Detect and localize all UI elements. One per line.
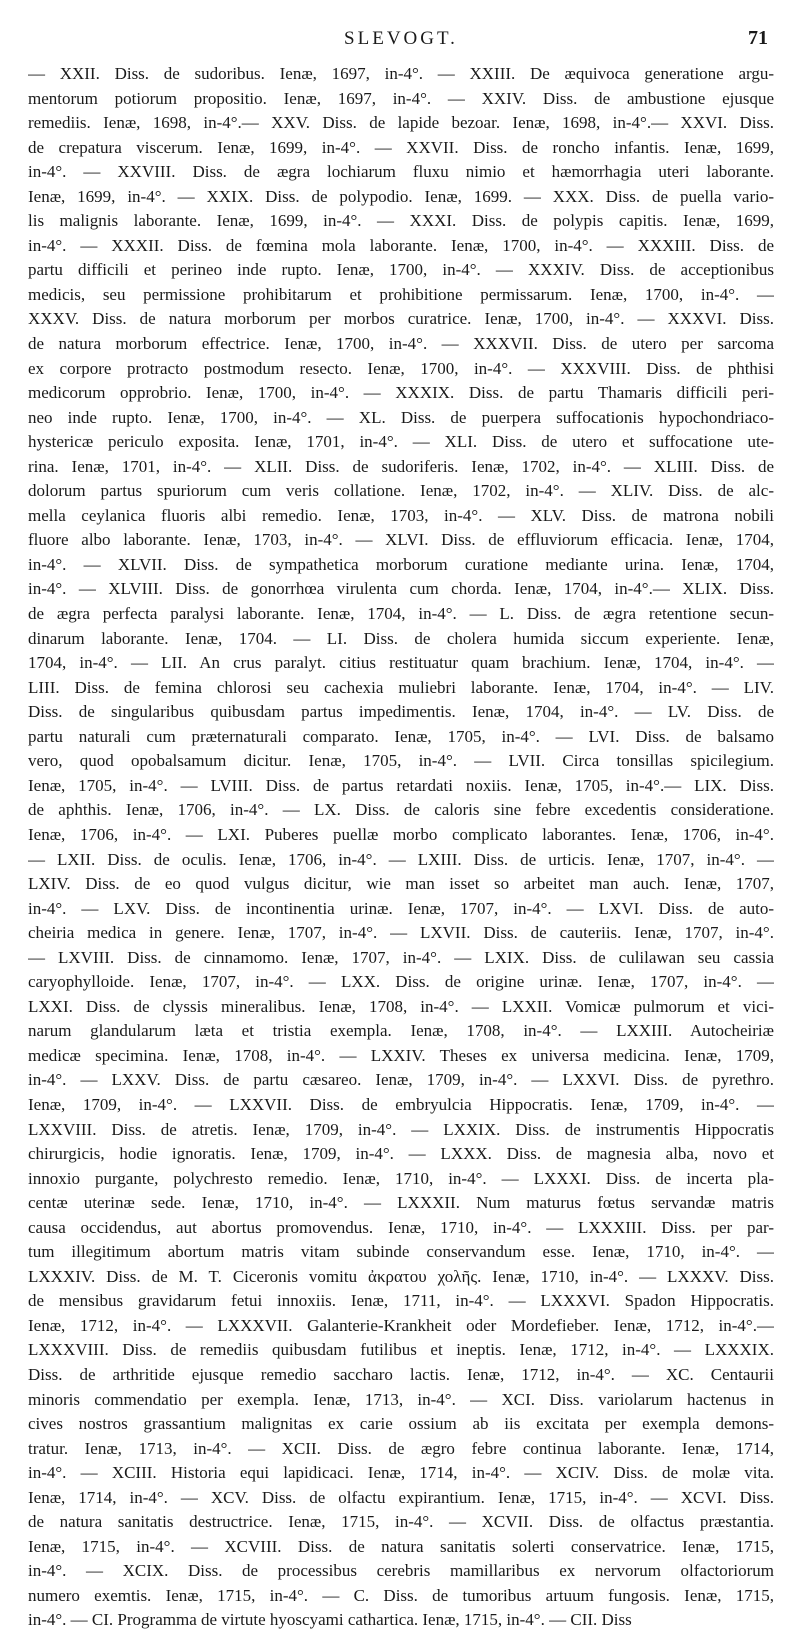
text-line: — LXVIII. Diss. de cinnamomo. Ienæ, 1707, in-4°. — LXIX. Diss. de culilawan seu cassia	[28, 947, 774, 967]
text-line: rina. Ienæ, 1701, in-4°. — XLII. Diss. de sudoriferis. Ienæ, 1702, in-4°. — XLIII. Diss. de	[28, 456, 774, 476]
text-line: de ægra perfecta paralysi laborante. Ienæ, 1704, in-4°. — L. Diss. de ægra retentione secun-	[28, 604, 774, 624]
text-line: in-4°. — XXXII. Diss. de fœmina mola laborante. Ienæ, 1700, in-4°. — XXXIII. Diss. de	[28, 235, 774, 255]
text-line: in-4°. — XCIX. Diss. de processibus cerebris mamillaribus ex nervorum olfactoriorum	[28, 1561, 774, 1581]
text-line: neo inde rupto. Ienæ, 1700, in-4°. — XL. Diss. de puerpera suffocationis hypochondriaco-	[28, 407, 774, 427]
text-line: mentorum potiorum propositio. Ienæ, 1697, in-4°. — XXIV. Diss. de ambustione ejusque	[28, 88, 774, 108]
text-line: vero, quod opobalsamum dicitur. Ienæ, 1705, in-4°. — LVII. Circa tonsillas spicilegium.	[28, 751, 774, 771]
text-line: LIII. Diss. de femina chlorosi seu cachexia muliebri laborante. Ienæ, 1704, in-4°. — LIV.	[28, 677, 774, 697]
text-line: medicæ specimina. Ienæ, 1708, in-4°. — LXXIV. Theses ex universa medicina. Ienæ, 1709,	[28, 1045, 774, 1065]
text-line: lis malignis laborante. Ienæ, 1699, in-4°. — XXXI. Diss. de polypis capitis. Ienæ, 1699,	[28, 211, 774, 231]
text-line: in-4°. — CI. Programma de virtute hyoscyami cathartica. Ienæ, 1715, in-4°. — CII. Diss	[28, 1610, 632, 1630]
text-line: de natura sanitatis destructrice. Ienæ, 1715, in-4°. — XCVII. Diss. de olfactus præstantia.	[28, 1512, 774, 1532]
text-line: numero exemtis. Ienæ, 1715, in-4°. — C. Diss. de tumoribus artuum fungosis. Ienæ, 1715,	[28, 1585, 774, 1605]
book-page	[28, 0, 774, 1630]
text-line: tum illegitimum abortum matris vitam subinde conservandum esse. Ienæ, 1710, in-4°. —	[28, 1242, 774, 1262]
text-line: Ienæ, 1699, in-4°. — XXIX. Diss. de polypodio. Ienæ, 1699. — XXX. Diss. de puella vario-	[28, 186, 774, 206]
text-line: LXXI. Diss. de clyssis mineralibus. Ienæ, 1708, in-4°. — LXXII. Vomicæ pulmorum et vici-	[28, 996, 774, 1016]
text-line: medicorum opprobrio. Ienæ, 1700, in-4°. — XXXIX. Diss. de partu Thamaris difficili peri-	[28, 383, 774, 403]
text-line: LXIV. Diss. de eo quod vulgus dicitur, wie man isset so arbeitet man auch. Ienæ, 1707,	[28, 874, 774, 894]
text-line: minoris commendatio per exempla. Ienæ, 1713, in-4°. — XCI. Diss. variolarum hactenus in	[28, 1389, 774, 1409]
text-line: cives nostros grassantium malignitas ex carie ossium ab iis excitata per exempla demons-	[28, 1414, 774, 1434]
text-line: hystericæ periculo exposita. Ienæ, 1701, in-4°. — XLI. Diss. de utero et suffocatione ute-	[28, 432, 774, 452]
text-line: de mensibus gravidarum fetui innoxiis. Ienæ, 1711, in-4°. — LXXXVI. Spadon Hippocratis.	[28, 1291, 774, 1311]
text-line: innoxio purgante, polychresto remedio. Ienæ, 1710, in-4°. — LXXXI. Diss. de incerta pla-	[28, 1168, 774, 1188]
text-line: in-4°. — LXV. Diss. de incontinentia urinæ. Ienæ, 1707, in-4°. — LXVI. Diss. de auto-	[28, 898, 774, 918]
bibliography-text	[28, 62, 774, 1633]
text-line: LXXVIII. Diss. de atretis. Ienæ, 1709, in-4°. — LXXIX. Diss. de instrumentis Hippocratis	[28, 1119, 774, 1139]
text-line: in-4°. — XCIII. Historia equi lapidicaci. Ienæ, 1714, in-4°. — XCIV. Diss. de molæ vita.	[28, 1463, 774, 1483]
text-line: Diss. de arthritide ejusque remedio saccharo lactis. Ienæ, 1712, in-4°. — XC. Centaurii	[28, 1364, 774, 1384]
text-line: causa occidendus, aut abortus promovendus. Ienæ, 1710, in-4°. — LXXXIII. Diss. per par-	[28, 1217, 774, 1237]
text-line: — LXII. Diss. de oculis. Ienæ, 1706, in-4°. — LXIII. Diss. de urticis. Ienæ, 1707, in-4°. —	[28, 849, 774, 869]
text-line: LXXXVIII. Diss. de remediis quibusdam futilibus et ineptis. Ienæ, 1712, in-4°. — LXXXIX.	[28, 1340, 774, 1360]
text-line: partu naturali cum præternaturali comparato. Ienæ, 1705, in-4°. — LVI. Diss. de balsamo	[28, 726, 774, 746]
text-line: 1704, in-4°. — LII. An crus paralyt. citius restituatur quam brachium. Ienæ, 1704, in-4°. —	[28, 653, 774, 673]
text-line: centæ uterinæ sede. Ienæ, 1710, in-4°. — LXXXII. Num maturus fœtus servandæ matris	[28, 1193, 774, 1213]
text-line: de aphthis. Ienæ, 1706, in-4°. — LX. Diss. de caloris sine febre excedentis consideratione.	[28, 800, 774, 820]
text-line: remediis. Ienæ, 1698, in-4°.— XXV. Diss. de lapide bezoar. Ienæ, 1698, in-4°.— XXVI. Diss.	[28, 113, 774, 133]
text-line: Ienæ, 1715, in-4°. — XCVIII. Diss. de natura sanitatis solerti conservatrice. Ienæ, 1715,	[28, 1536, 774, 1556]
page-number: 71	[748, 27, 768, 49]
text-line: XXXV. Diss. de natura morborum per morbos curatrice. Ienæ, 1700, in-4°. — XXXVI. Diss.	[28, 309, 774, 329]
text-line: de crepatura viscerum. Ienæ, 1699, in-4°. — XXVII. Diss. de roncho infantis. Ienæ, 1699,	[28, 137, 774, 157]
text-line: partu difficili et perineo inde rupto. Ienæ, 1700, in-4°. — XXXIV. Diss. de acceptionibus	[28, 260, 774, 280]
text-line: Diss. de singularibus quibusdam partus impedimentis. Ienæ, 1704, in-4°. — LV. Diss. de	[28, 702, 774, 722]
text-line: Ienæ, 1712, in-4°. — LXXXVII. Galanterie-Krankheit oder Mordefieber. Ienæ, 1712, in-4°.—	[28, 1315, 774, 1335]
text-line: dolorum partus spuriorum cum veris collatione. Ienæ, 1702, in-4°. — XLIV. Diss. de alc-	[28, 481, 774, 501]
text-line: Ienæ, 1705, in-4°. — LVIII. Diss. de partus retardati noxiis. Ienæ, 1705, in-4°.— LIX. Diss.	[28, 775, 774, 795]
text-line: Ienæ, 1714, in-4°. — XCV. Diss. de olfactu expirantium. Ienæ, 1715, in-4°. — XCVI. Diss.	[28, 1487, 774, 1507]
text-line: — XXII. Diss. de sudoribus. Ienæ, 1697, in-4°. — XXIII. De æquivoca generatione argu-	[28, 64, 774, 83]
text-line: narum glandularum læta et tristia exempla. Ienæ, 1708, in-4°. — LXXIII. Autocheiriæ	[28, 1021, 774, 1041]
text-line: mella ceylanica fluoris albi remedio. Ienæ, 1703, in-4°. — XLV. Diss. de matrona nobili	[28, 505, 774, 525]
text-line: de natura morborum effectrice. Ienæ, 1700, in-4°. — XXXVII. Diss. de utero per sarcoma	[28, 334, 774, 354]
text-line: in-4°. — XLVII. Diss. de sympathetica morborum curatione mediante urina. Ienæ, 1704,	[28, 554, 774, 574]
text-line: fluore albo laborante. Ienæ, 1703, in-4°. — XLVI. Diss. de effluviorum efficacia. Ienæ, 1704,	[28, 530, 774, 550]
text-line: dinarum laborante. Ienæ, 1704. — LI. Diss. de cholera humida siccum experiente. Ienæ,	[28, 628, 774, 648]
text-line: LXXXIV. Diss. de M. T. Ciceronis vomitu ἀκρατου χολῆς. Ienæ, 1710, in-4°. — LXXXV. Diss.	[28, 1266, 774, 1286]
text-line: Ienæ, 1706, in-4°. — LXI. Puberes puellæ morbo complicato laborantes. Ienæ, 1706, in-4°.	[28, 824, 774, 844]
text-line: tratur. Ienæ, 1713, in-4°. — XCII. Diss. de ægro febre continua laborante. Ienæ, 1714,	[28, 1438, 774, 1458]
running-head-title: SLEVOGT.	[344, 28, 458, 49]
text-line: cheiria medica in genere. Ienæ, 1707, in-4°. — LXVII. Diss. de cauteriis. Ienæ, 1707, in-4°.	[28, 923, 774, 943]
text-line: in-4°. — XXVIII. Diss. de ægra lochiarum fluxu nimio et hæmorrhagia uteri laborante.	[28, 162, 774, 182]
text-line: in-4°. — LXXV. Diss. de partu cæsareo. Ienæ, 1709, in-4°. — LXXVI. Diss. de pyrethro.	[28, 1070, 774, 1090]
text-line: Ienæ, 1709, in-4°. — LXXVII. Diss. de embryulcia Hippocratis. Ienæ, 1709, in-4°. —	[28, 1094, 774, 1114]
text-line: caryophylloide. Ienæ, 1707, in-4°. — LXX. Diss. de origine urinæ. Ienæ, 1707, in-4°. —	[28, 972, 774, 992]
text-line: ex corpore protracto postmodum resecto. Ienæ, 1700, in-4°. — XXXVIII. Diss. de phthisi	[28, 358, 774, 378]
running-head	[28, 0, 774, 56]
text-line: in-4°. — XLVIII. Diss. de gonorrhœa virulenta cum chorda. Ienæ, 1704, in-4°.— XLIX. Diss.	[28, 579, 774, 599]
text-line: chirurgicis, hodie ignoratis. Ienæ, 1709, in-4°. — LXXX. Diss. de magnesia alba, novo et	[28, 1144, 774, 1164]
text-line: medicis, seu permissione prohibitarum et prohibitione permissarum. Ienæ, 1700, in-4°. —	[28, 284, 774, 304]
